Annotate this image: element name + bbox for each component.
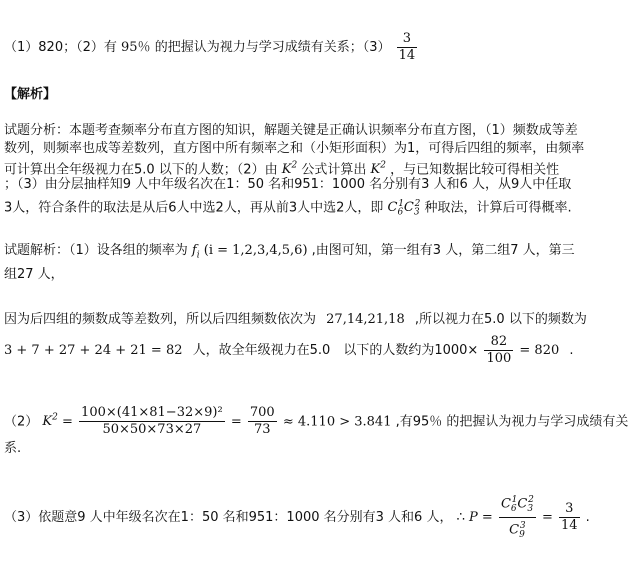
- probability-lead: （3）依题意9 人中年级名次在1：50 名和951：1000 名分别有3 人和6 人，: [4, 509, 453, 525]
- k-squared-fraction: [79, 405, 225, 438]
- analysis-line-4: ；（3）由分层抽样知9 人中年级名次在1：50 名和951：1000 名分别有3 人和6 人，从9人中任取: [4, 177, 572, 192]
- k-squared-lhs: $K^2$: [42, 413, 58, 430]
- analysis-line-1: 试题分析：本题考查频率分布直方图的知识，解题关键是正确认识频率分布直方图，（1）频数成等差: [4, 123, 578, 138]
- probability-symbol: P: [469, 509, 478, 525]
- answer-frac-den: 14: [398, 48, 416, 63]
- k-comparison: ≈ 4.110 > 3.841: [282, 414, 392, 430]
- solution-sequence: 27,14,21,18: [326, 312, 405, 327]
- frequency-symbol: $f_i$: [191, 243, 200, 261]
- probability-fraction: [499, 492, 536, 543]
- solution-line-2: 组27 人，: [4, 267, 64, 282]
- k-squared-symbol-2: $K^2$: [370, 161, 386, 178]
- solution-line-3: [4, 311, 587, 329]
- answer-percent: 95％: [121, 40, 151, 55]
- k-tail: ,有95％ 的把握认为视力与学习成绩有关: [395, 414, 629, 430]
- solution-line-1: [4, 242, 575, 265]
- solution-frac-num: 82: [484, 334, 513, 351]
- analysis-line-5b: 种取法，计算后可得概率.: [424, 200, 572, 216]
- k-frac-num2: 700: [249, 405, 275, 421]
- probability-frac-den: $C_9^3$: [509, 520, 526, 540]
- k-tail-line-2: 系.: [4, 441, 22, 456]
- therefore-symbol: ∴: [456, 509, 465, 525]
- answer-line: [4, 31, 419, 64]
- k-part-label: （2）: [4, 414, 39, 430]
- analysis-line-3b: 公式计算出: [301, 162, 367, 178]
- analysis-line-5a: 3人，符合条件的取法是从后6人中选2人，再从前3人中选2人，即: [4, 200, 384, 216]
- probability-end: .: [585, 509, 590, 525]
- solution-line-4d: .: [569, 343, 574, 358]
- solution-sum: 3 + 7 + 27 + 24 + 21 = 82: [4, 343, 183, 358]
- k-squared-symbol: $K^2$: [281, 161, 298, 178]
- solution-line-1c: ,由图可知，第一组有3 人，第二组7 人，第三: [311, 243, 575, 258]
- solution-line-1a: 试题解析：（1）设各组的频率为: [4, 243, 188, 258]
- k-equals: =: [230, 414, 242, 430]
- k-simplified-fraction: [248, 405, 277, 438]
- solution-line-4b: 人，故全年级视力在5.0 以下的人数约为1000×: [192, 343, 479, 358]
- analysis-line-3c: ，与已知数据比较可得相关性: [390, 162, 560, 178]
- k-frac-den: 50×50×73×27: [102, 422, 202, 438]
- answer-part2: 的把握认为视力与学习成绩有关系；（3）: [154, 40, 391, 55]
- probability-frac-num: $C_6^1C_3^2$: [499, 492, 536, 518]
- probability-result-den: 14: [560, 517, 578, 533]
- solution-line-4: [4, 333, 574, 369]
- probability-line: （3）依题意9 人中年级名次在1：50 名和951：1000 名分别有3 人和6 人， ∴ P = $\frac{C_6^1C_3^2}{C_9^3}$ = $\frac{3}{14}$ .: [4, 492, 590, 543]
- analysis-heading: 【解析】: [4, 87, 57, 102]
- probability-result-num: 3: [559, 501, 580, 518]
- combination-expression: $C_6^1C_3^2$: [387, 199, 421, 218]
- analysis-line-3a: 可计算出全年级视力在5.0 以下的人数；（2）由: [4, 162, 278, 178]
- solution-fraction: [484, 334, 513, 367]
- solution-index-range: (i = 1,2,3,4,5,6): [203, 243, 308, 258]
- analysis-line-5: [4, 195, 572, 222]
- k-frac-den2: 73: [254, 422, 271, 438]
- solution-result: = 820: [519, 343, 560, 358]
- k-frac-num: 100×(41×81−32×9)²: [81, 405, 223, 421]
- probability-result-fraction: [559, 501, 580, 534]
- answer-frac-num: 3: [397, 31, 418, 48]
- answer-fraction: [397, 31, 418, 64]
- analysis-line-2: 数列，则频率也成等差数列，直方图中所有频率之和（小矩形面积）为1，可得后四组的频率，由频率: [4, 141, 585, 156]
- answer-part1: （1）820；（2）有: [4, 40, 117, 55]
- k-squared-line: （2） $K^2$ = $\frac{\text{100×(41×81−32×9)²}}{50\times 50\times 73\times 27}$ = $\frac{700}{73}$ ≈ 4.110 > 3.841 ,有95％ 的把握认为视力与学习成绩有关: [4, 405, 629, 438]
- solution-line-3a: 因为后四组的频数成等差数列，所以后四组频数依次为: [4, 312, 317, 327]
- solution-frac-den: 100: [486, 351, 512, 366]
- solution-line-3c: ,所以视力在5.0 以下的频数为: [414, 312, 587, 327]
